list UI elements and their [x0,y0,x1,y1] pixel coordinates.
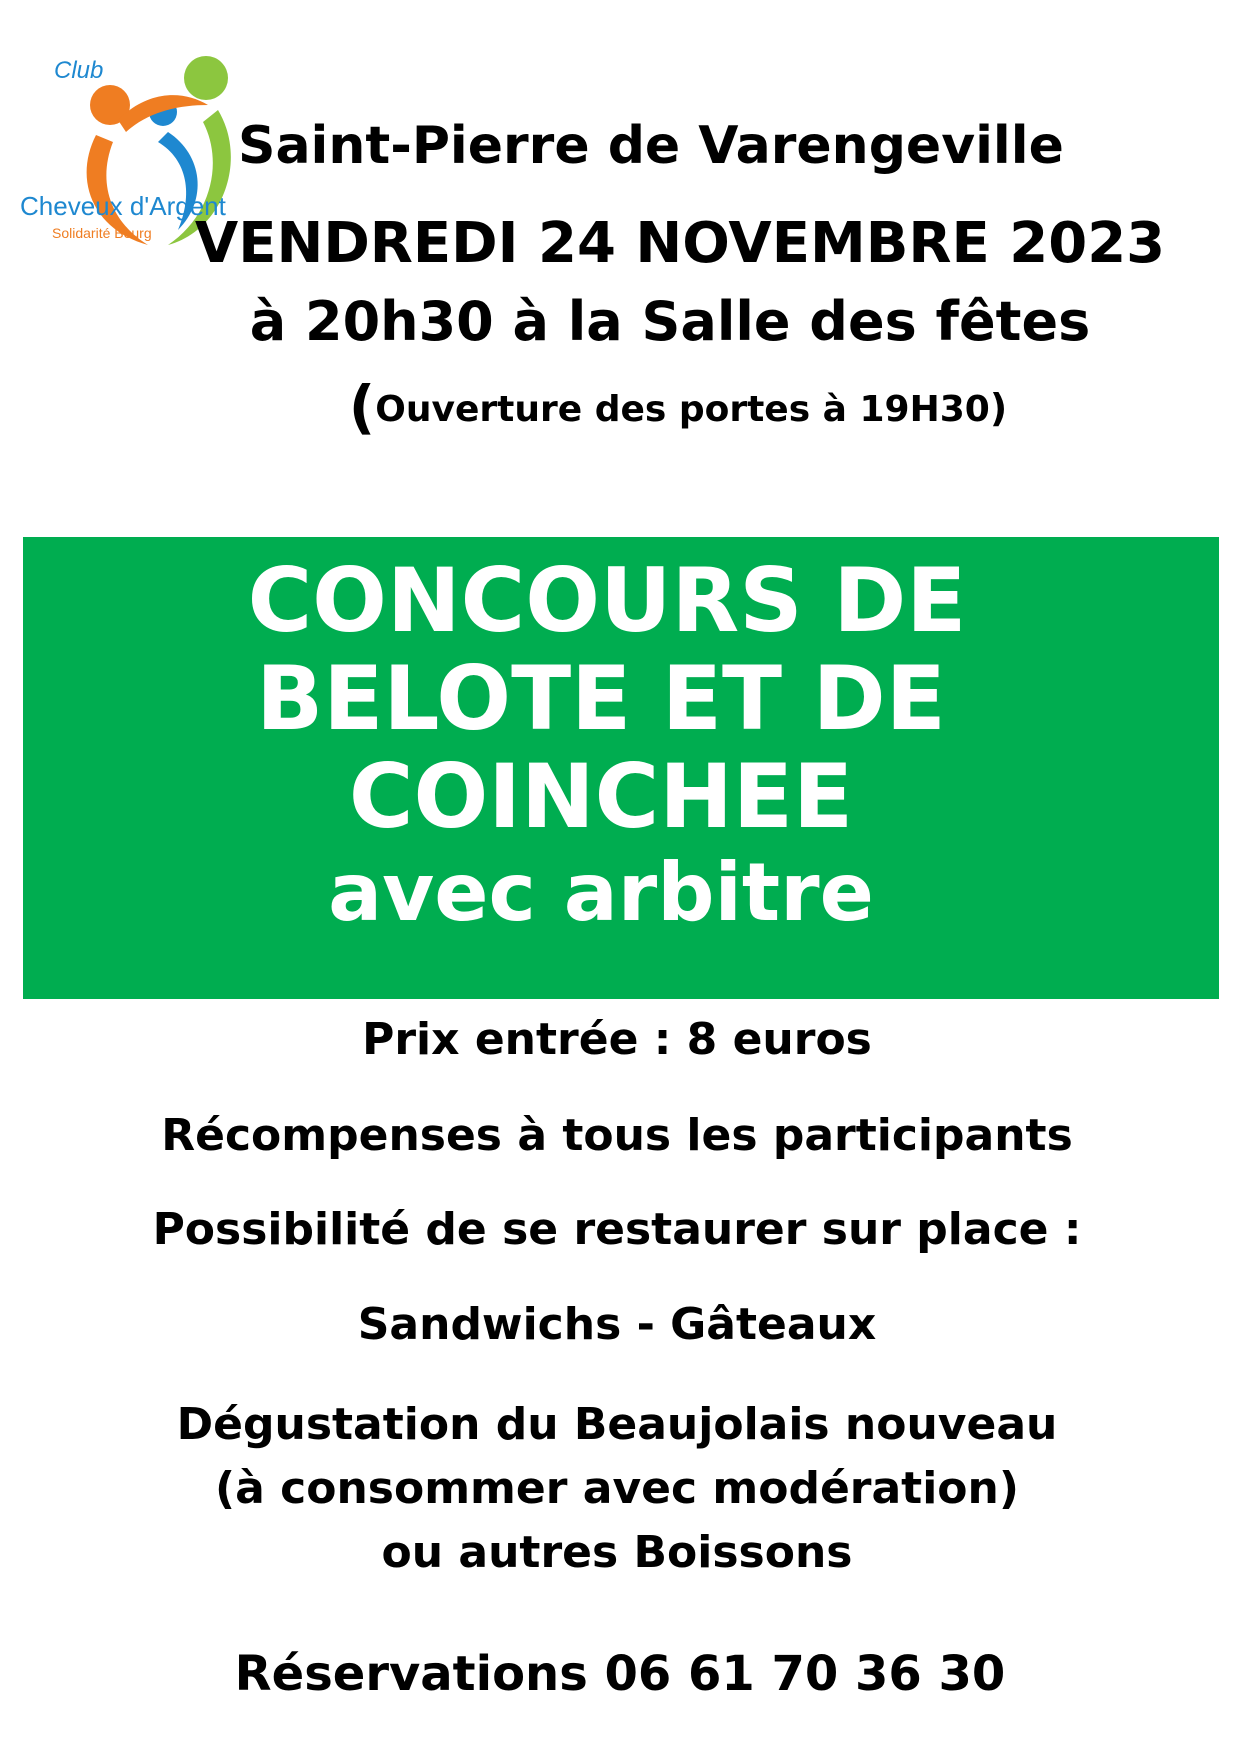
opening-paren-close: ) [989,386,1008,430]
tasting-line-2: (à consommer avec modération) [215,1463,1019,1514]
opening-paren-open: ( [348,373,376,441]
rewards-text: Récompenses à tous les participants [161,1110,1073,1161]
event-date: VENDREDI 24 NOVEMBRE 2023 [194,211,1166,276]
contest-banner [23,537,1219,999]
entry-price: Prix entrée : 8 euros [362,1014,872,1065]
banner-line-2: BELOTE ET DE [256,647,946,750]
opening-text: Ouverture des portes à 19H30 [375,389,990,430]
logo-club-text: Club [54,57,104,84]
food-items: Sandwichs - Gâteaux [357,1299,877,1350]
logo-sub-text: Solidarité Bourg [52,225,152,241]
event-time-place: à 20h30 à la Salle des fêtes [249,290,1091,353]
food-text: Possibilité de se restaurer sur place : [152,1204,1082,1255]
banner-line-4: avec arbitre [328,846,874,939]
tasting-line-1: Dégustation du Beaujolais nouveau [176,1399,1058,1450]
banner-line-3: COINCHEE [348,745,854,848]
town-name: Saint-Pierre de Varengeville [238,116,1064,176]
banner-line-1: CONCOURS DE [247,549,967,652]
doors-opening [58,373,1240,441]
tasting-line-3: ou autres Boissons [381,1527,853,1578]
logo-name-text: Cheveux d'Argent [20,191,226,221]
reservations-phone: Réservations 06 61 70 36 30 [234,1646,1006,1702]
logo-green-head [184,56,228,100]
